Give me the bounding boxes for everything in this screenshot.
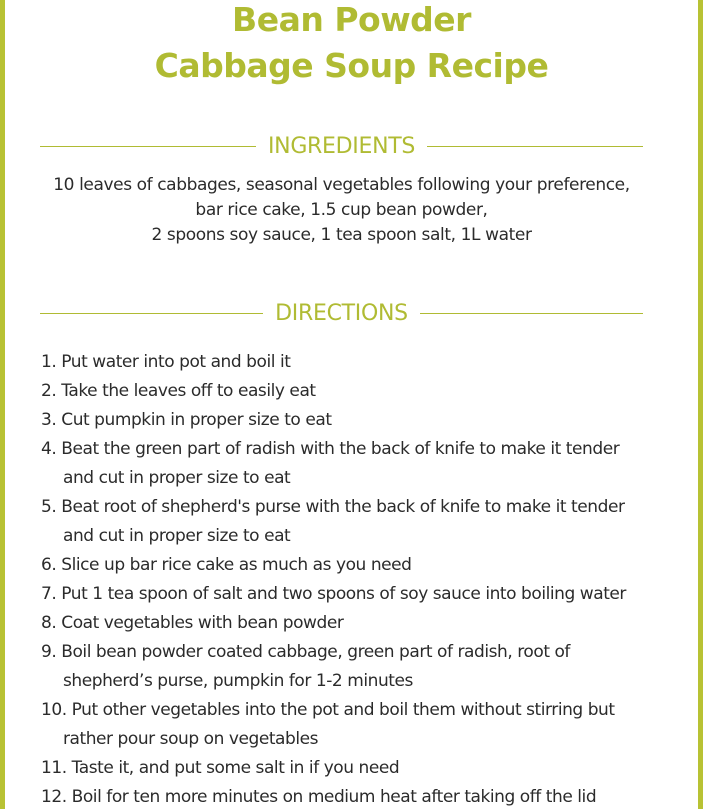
- direction-step: 9. Boil bean powder coated cabbage, green part of radish, root of: [41, 642, 570, 662]
- right-border: [698, 0, 703, 809]
- title-line-1: Bean Powder: [232, 0, 471, 39]
- direction-step-continuation: rather pour soup on vegetables: [63, 729, 319, 749]
- divider-left: [40, 146, 256, 147]
- direction-step: 12. Boil for ten more minutes on medium heat after taking off the lid: [41, 787, 597, 807]
- direction-step: 11. Taste it, and put some salt in if you need: [41, 758, 400, 778]
- direction-step: 7. Put 1 tea spoon of salt and two spoons of soy sauce into boiling water: [41, 584, 626, 604]
- title-line-2: Cabbage Soup Recipe: [154, 46, 549, 85]
- direction-step: 1. Put water into pot and boil it: [41, 352, 291, 372]
- direction-step-continuation: shepherd’s purse, pumpkin for 1-2 minutes: [63, 671, 413, 691]
- direction-step: 6. Slice up bar rice cake as much as you need: [41, 555, 412, 575]
- direction-step: 10. Put other vegetables into the pot and boil them without stirring but: [41, 700, 615, 720]
- direction-step: 3. Cut pumpkin in proper size to eat: [41, 410, 332, 430]
- ingredients-line: 2 spoons soy sauce, 1 tea spoon salt, 1L water: [151, 225, 532, 245]
- directions-list: [41, 348, 681, 812]
- direction-step-continuation: and cut in proper size to eat: [63, 468, 291, 488]
- ingredients-line: bar rice cake, 1.5 cup bean powder,: [195, 200, 488, 220]
- directions-heading-label: DIRECTIONS: [275, 300, 408, 326]
- ingredients-heading: [40, 133, 643, 159]
- ingredients-line: 10 leaves of cabbages, seasonal vegetables following your preference,: [53, 175, 630, 195]
- directions-heading: [40, 300, 643, 326]
- direction-step: 8. Coat vegetables with bean powder: [41, 613, 344, 633]
- divider-left: [40, 313, 263, 314]
- ingredients-heading-label: INGREDIENTS: [267, 133, 416, 159]
- direction-step: 4. Beat the green part of radish with the back of knife to make it tender: [41, 439, 620, 459]
- divider-right: [420, 313, 643, 314]
- ingredients-list: [20, 173, 663, 248]
- direction-step: 2. Take the leaves off to easily eat: [41, 381, 316, 401]
- divider-right: [427, 146, 643, 147]
- left-border: [0, 0, 5, 809]
- direction-step: 5. Beat root of shepherd's purse with the back of knife to make it tender: [41, 497, 625, 517]
- direction-step-continuation: and cut in proper size to eat: [63, 526, 291, 546]
